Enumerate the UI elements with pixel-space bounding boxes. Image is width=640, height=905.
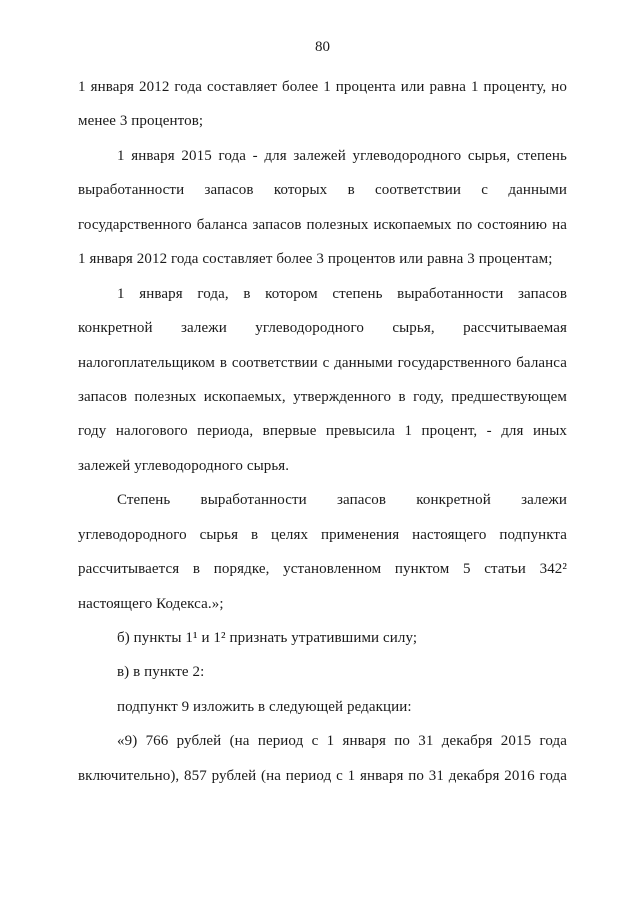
text-line: налогоплательщиком в соответствии с данными государственного баланса	[78, 354, 567, 371]
text-line: 1 января 2012 года составляет более 1 процента или равна 1 проценту, но	[78, 79, 567, 95]
text-line: выработанности запасов которых в соответствии с данными	[78, 182, 567, 199]
text-line: Степень выработанности запасов конкретной залежи	[117, 492, 567, 509]
text-line: подпункт 9 изложить в следующей редакции:	[117, 698, 412, 715]
text-line: включительно), 857 рублей (на период с 1 января по 31 декабря 2016 года	[78, 767, 567, 784]
text-line: запасов полезных ископаемых, утвержденного в году, предшествующем	[78, 388, 567, 405]
document-body-text	[78, 70, 567, 793]
text-line: залежей углеводородного сырья.	[78, 457, 290, 474]
text-line: 1 января года, в котором степень выработанности запасов	[117, 285, 567, 302]
text-line: настоящего Кодекса.»;	[78, 595, 224, 612]
text-line: менее 3 процентов;	[78, 113, 204, 130]
text-line: году налогового периода, впервые превысила 1 процент, - для иных	[78, 423, 567, 440]
text-line: рассчитывается в порядке, установленном пунктом 5 статьи 342²	[78, 561, 567, 578]
text-line: государственного баланса запасов полезных ископаемых по состоянию на	[78, 216, 567, 233]
text-line: б) пункты 1¹ и 1² признать утратившими силу;	[117, 630, 418, 646]
text-line: 1 января 2012 года составляет более 3 процентов или равна 3 процентам;	[78, 251, 553, 268]
page-number: 80	[315, 39, 330, 55]
text-line: «9) 766 рублей (на период с 1 января по 31 декабря 2015 года	[117, 733, 567, 750]
text-line: конкретной залежи углеводородного сырья, рассчитываемая	[78, 320, 567, 337]
text-line: в) в пункте 2:	[117, 664, 205, 681]
text-line: углеводородного сырья в целях применения настоящего подпункта	[78, 526, 567, 543]
text-line: 1 января 2015 года - для залежей углеводородного сырья, степень	[117, 147, 567, 164]
